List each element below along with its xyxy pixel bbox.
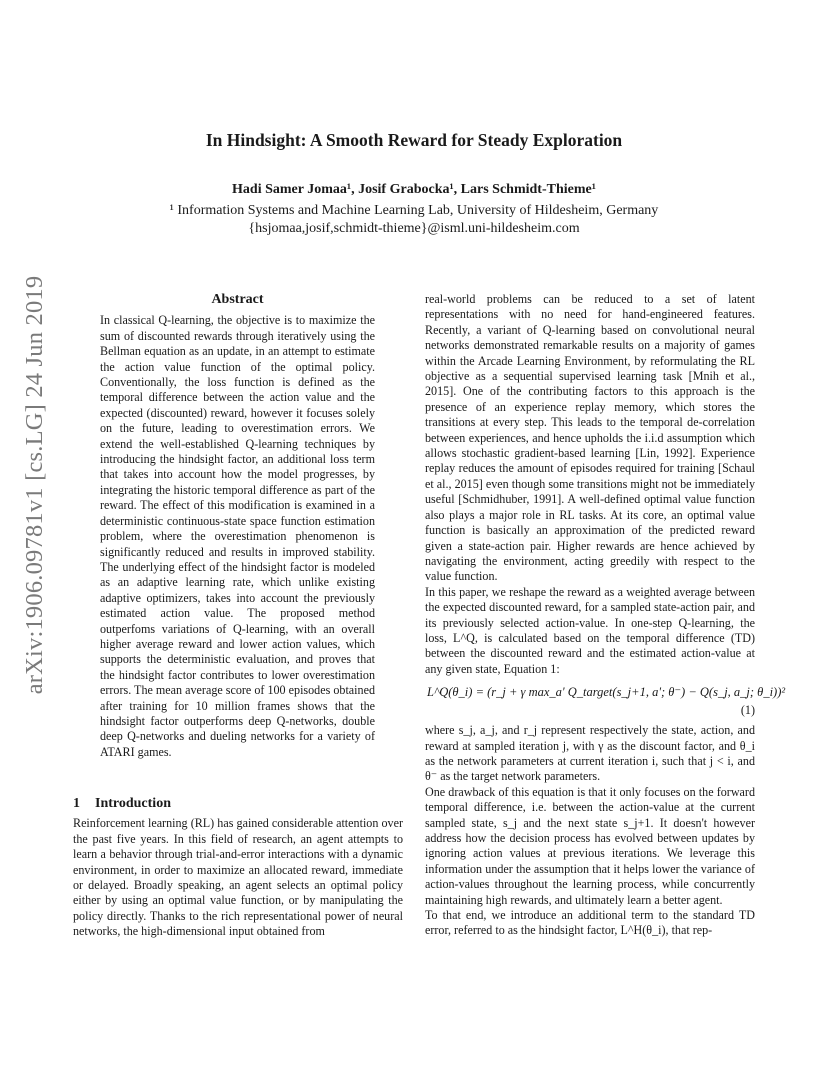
paragraph-reshape-reward: In this paper, we reshape the reward as a weighted average between the expected discounted reward, for a sampled state-action pair, and its previously selected action-value. In one-step Q-learning, the loss, L^Q, is calculated based on the temporal difference (TD) between the discounted reward and the estimated action-value at any given state, Equation 1: — [425, 584, 755, 676]
arxiv-stamp-text: arXiv:1906.09781v1 [cs.LG] 24 Jun 2019 — [21, 275, 48, 695]
arxiv-stamp — [18, 275, 52, 695]
introduction-heading — [73, 796, 403, 811]
introduction-section — [73, 796, 403, 940]
paragraph-drawback: One drawback of this equation is that it only focuses on the forward temporal difference, i.e. between the action-value at the current sampled state, s_j and the next state s_j+1. It doesn't however address how the decision process has evolved between updates by ignoring action values at previous iterations. We leverage this information under the assumption that it helps lower the variance of action-values throughout the learning process, while concurrently maintaining high rewards, and ultimately learn a better agent. — [425, 784, 755, 907]
paragraph-hindsight-factor: To that end, we introduce an additional term to the standard TD error, referred to as the hindsight factor, L^H(θ_i), that rep- — [425, 908, 755, 938]
introduction-text: Reinforcement learning (RL) has gained considerable attention over the past five years. In this field of research, an agent attempts to learn a behavior through trial-and-error interactions with a dynamic environment, in order to maximize an allocated reward, immediate or delayed. Broadly speaking, an agent selects an optimal policy either by using an optimal value function, or by manipulating the policy directly. Thanks to the rich representational power of neural networks, the high-dimensional input obtained from — [73, 816, 403, 939]
right-column — [425, 292, 786, 939]
affiliation: ¹ Information Systems and Machine Learning Lab, University of Hildesheim, Germany — [169, 203, 659, 218]
paragraph-latent-representations: real-world problems can be reduced to a set of latent representations with no need for hand-engineered features. Recently, a variant of Q-learning based on convolutional neural networks demonstrated remarkable results on a majority of games within the Arcade Learning Environment, by reformulating the RL objective as a sequential supervised learning task [Mnih et al., 2015]. One of the contributing factors to this approach is the presence of an experience replay memory, which stores the transitions at every step. This leads to the temporal de-correlation between experiences, and hence upholds the i.i.d assumption which allows stochastic gradient-based learning [Lin, 1992]. Experience replay reduces the amount of episodes required for training [Schaul et al., 2015] even though some transitions might not be immediately useful [Schmidhuber, 1991]. A well-defined optimal value function also plays a major role in RL tasks. At its core, an optimal value function is basically an approximation of the predicted reward given a state-action pair. Higher rewards are hence achieved by navigating the environment, acting greedily with respect to the value function. — [425, 292, 755, 584]
paragraph-where-definitions: where s_j, a_j, and r_j represent respectively the state, action, and reward at sampled iteration j, with γ as the discount factor, and θ_i as the network parameters at current iteration i, such that j < i, and θ⁻ as the target network parameters. — [425, 723, 755, 784]
section-title: Introduction — [95, 796, 171, 811]
equation-1-number: (1) — [740, 703, 755, 718]
paper-title: In Hindsight: A Smooth Reward for Steady Exploration — [205, 130, 623, 150]
section-number: 1 — [73, 796, 80, 811]
abstract-section — [100, 292, 375, 760]
abstract-heading: Abstract — [211, 292, 264, 307]
author-emails: {hsjomaa,josif,schmidt-thieme}@isml.uni-hildesheim.com — [248, 221, 580, 236]
author-list: Hadi Samer Jomaa¹, Josif Grabocka¹, Lars Schmidt-Thieme¹ — [232, 182, 596, 197]
equation-1 — [425, 683, 786, 721]
equation-1-body: L^Q(θ_i) = (r_j + γ max_a' Q_target(s_j+1, a'; θ⁻) − Q(s_j, a_j; θ_i))² — [427, 685, 786, 700]
abstract-text: In classical Q-learning, the objective is to maximize the sum of discounted rewards through iteratively using the Bellman equation as an update, in an attempt to estimate the action value function of the optimal policy. Conventionally, the loss function is defined as the temporal difference between the action value and the expected (discounted) reward, however it focuses solely on the future, leading to overestimation errors. We extend the well-established Q-learning techniques by introducing the hindsight factor, an additional loss term that takes into account how the model progresses, by integrating the historic temporal difference as part of the reward. The effect of this modification is examined in a deterministic continuous-state space function estimation problem, where the overestimation phenomenon is significantly reduced and results in improved stability. The underlying effect of the hindsight factor is modeled as an adaptive learning rate, which unlike existing adaptive optimizers, takes into account the previously estimated action value. The proposed method outperfoms variations of Q-learning, with an overall higher average reward and lower action values, which supports the deterministic evaluation, and proves that the hindsight factor contributes to lower overestimation errors. The mean average score of 100 episodes obtained after training for 10 million frames shows that the hindsight factor outperforms deep Q-networks, double deep Q-networks and dueling networks for a variety of ATARI games. — [100, 313, 375, 759]
